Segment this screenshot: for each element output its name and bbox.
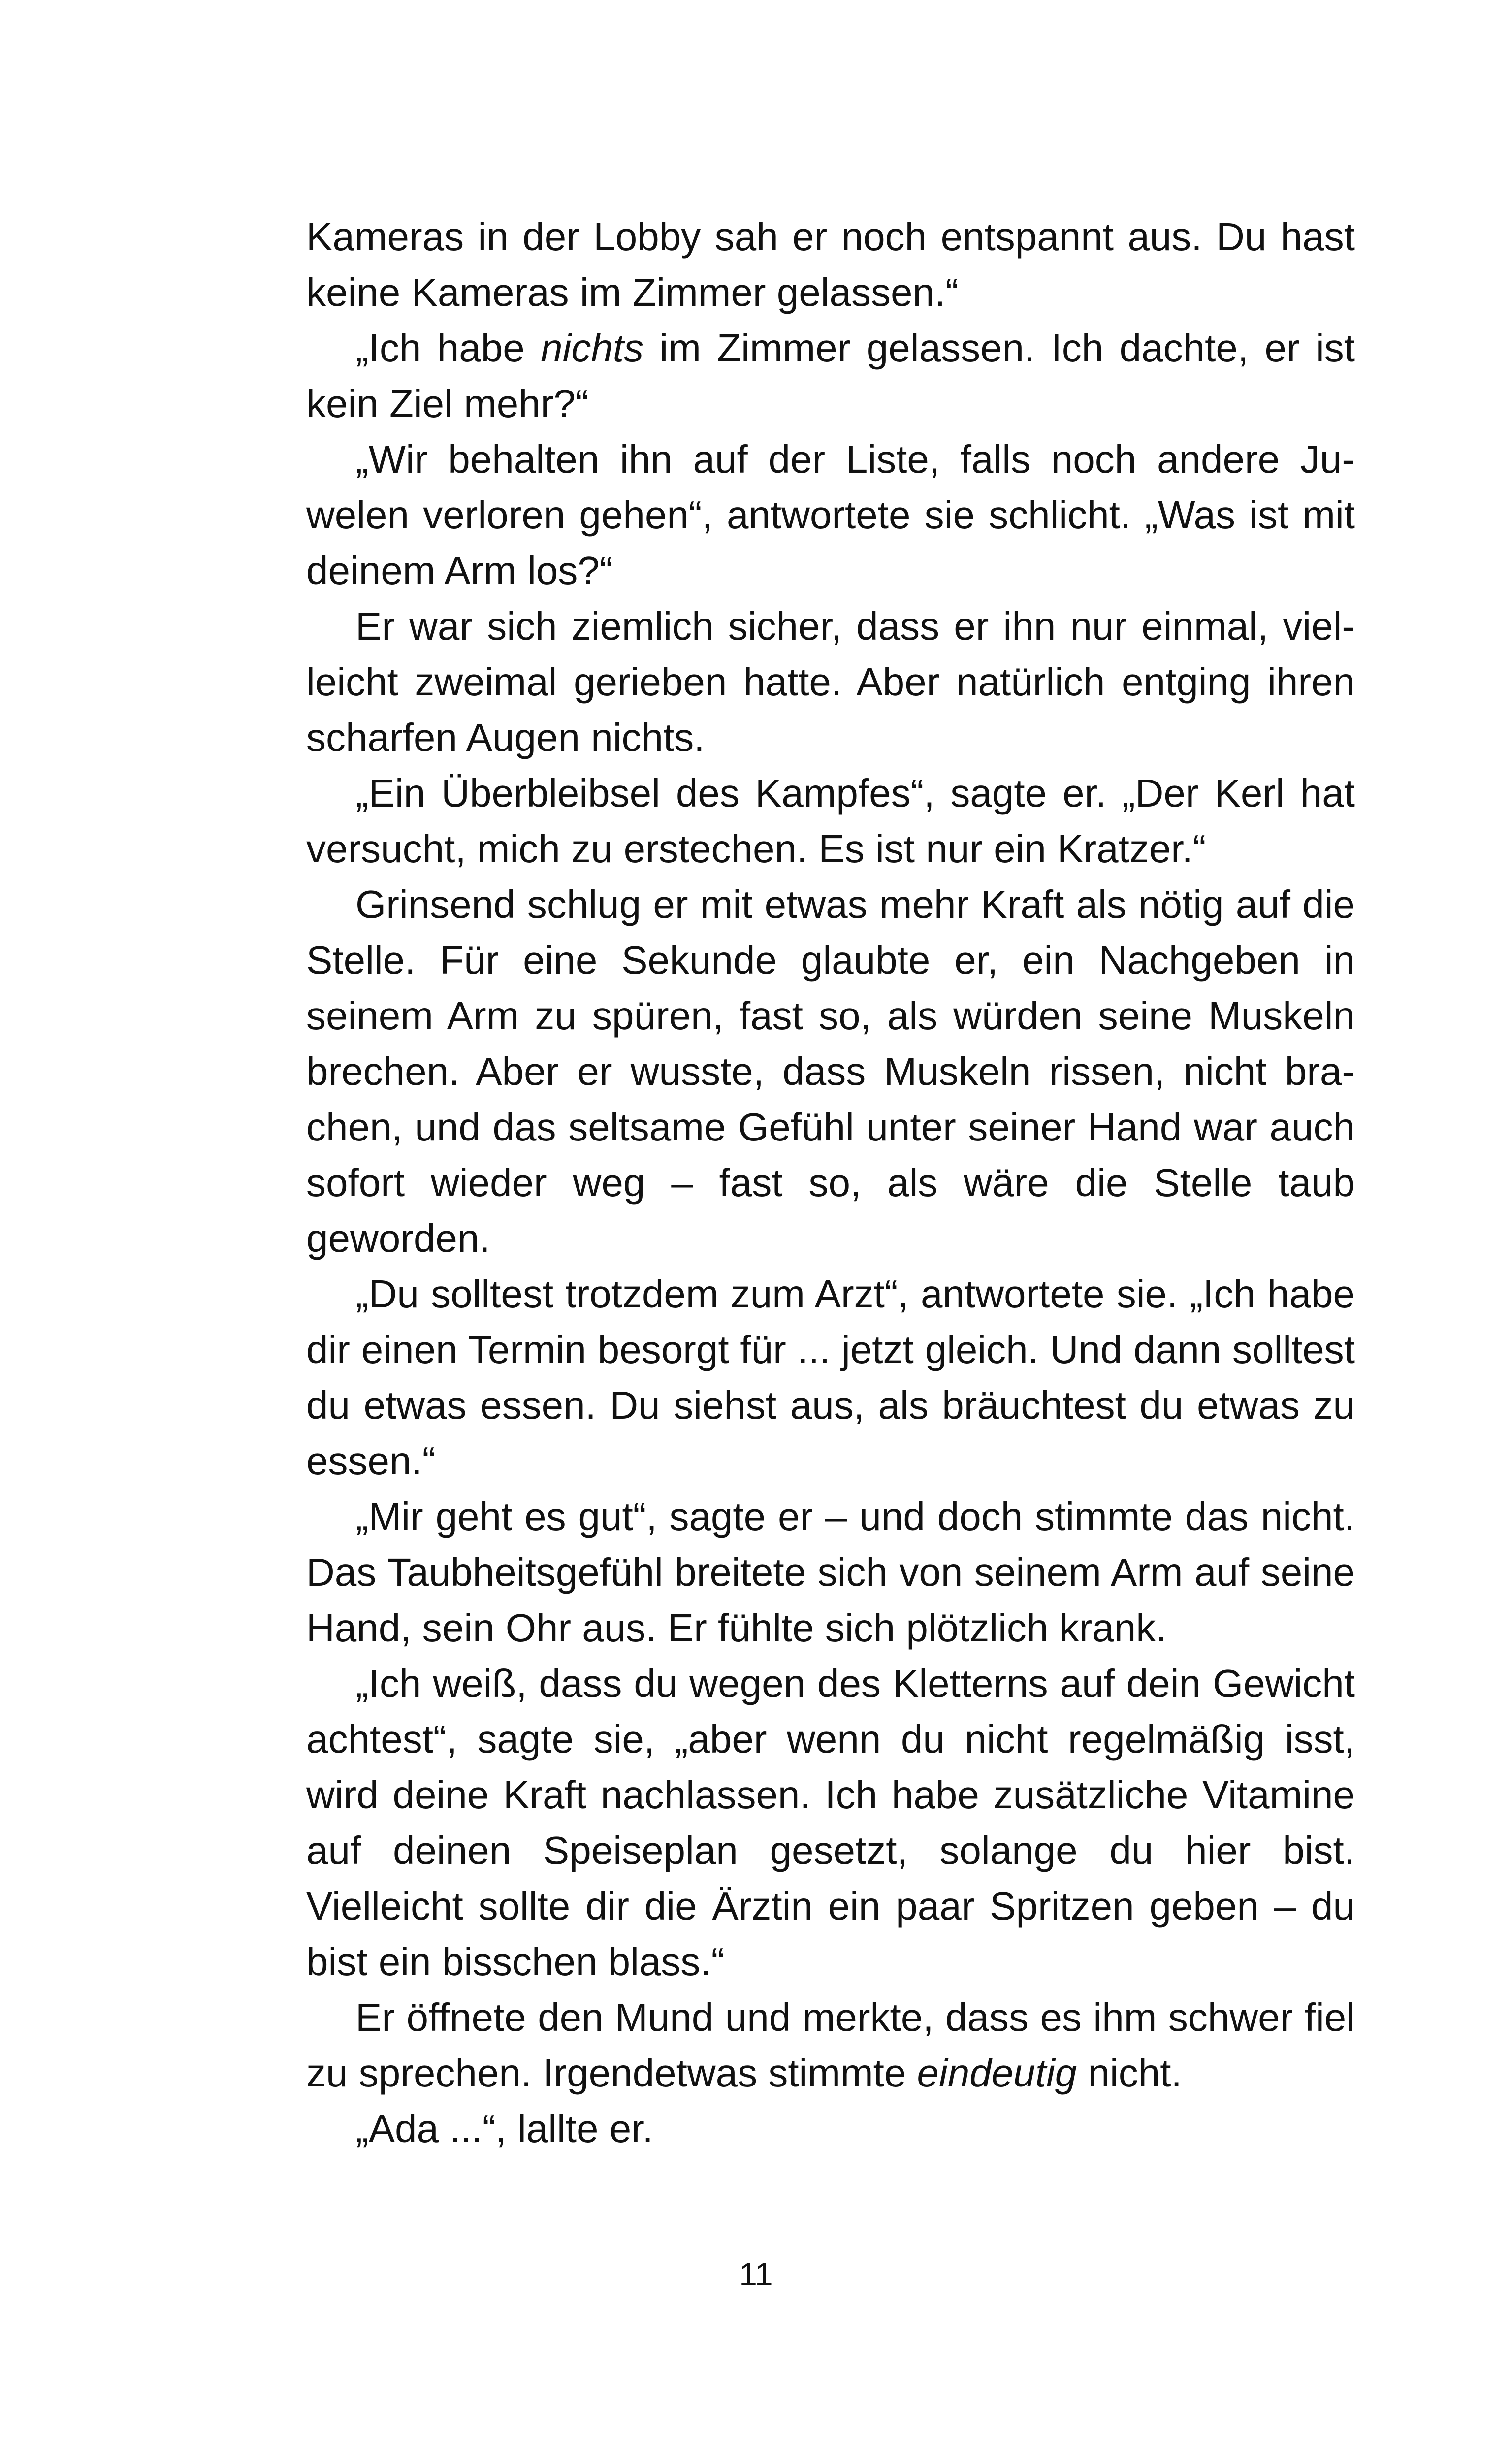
paragraph (306, 1989, 1355, 2101)
paragraph (306, 320, 1355, 431)
text-run: „Wir behalten ihn auf der Liste, falls noch andere Juwelen verloren gehen“, antwortete sie schlicht. „Was ist mit deinem Arm los?“ (306, 437, 1355, 592)
text-run: Grinsend schlug er mit etwas mehr Kraft als nötig auf die Stelle. Für eine Sekunde glaubte er, ein Nachgeben in seinem Arm zu spüren, fast so, als würden seine Muskeln brechen. Aber er wusste, dass Muskeln rissen, nicht brachen, und das seltsame Gefühl unter seiner Hand war auch sofort wieder weg – fast so, als wäre die Stelle taub geworden. (306, 882, 1355, 1260)
text-run: Er war sich ziemlich sicher, dass er ihn nur einmal, vielleicht zweimal gerieben hatte. Aber natürlich entging ihren scharfen Augen nichts. (306, 604, 1355, 759)
page-number: 11 (739, 2256, 773, 2292)
page-body-text (306, 209, 1355, 2156)
text-run: „Ich habe (355, 326, 541, 370)
text-run: „Ein Überbleibsel des Kampfes“, sagte er. „Der Kerl hat versucht, mich zu erstechen. Es ist nur ein Kratzer.“ (306, 771, 1355, 871)
paragraph (306, 765, 1355, 877)
text-run: „Mir geht es gut“, sagte er – und doch stimmte das nicht. Das Taubheitsgefühl breitete sich von seinem Arm auf seine Hand, sein Ohr aus. Er fühlte sich plötzlich krank. (306, 1495, 1355, 1650)
text-run: im Zimmer gelassen. Ich dachte, er ist kein Ziel mehr?“ (306, 326, 1355, 425)
paragraph (306, 2101, 1355, 2156)
paragraph (306, 598, 1355, 765)
italic-text: eindeutig (917, 2051, 1077, 2095)
text-run: „Ich weiß, dass du wegen des Kletterns auf dein Gewicht achtest“, sagte sie, „aber wenn du nicht regelmäßig isst, wird deine Kraft nachlassen. Ich habe zusätzliche Vitamine auf deinen Speiseplan gesetzt, solange du hier bist. Vielleicht sollte dir die Ärztin ein paar Spritzen geben – du bist ein bisschen blass.“ (306, 1661, 1355, 1984)
paragraph (306, 877, 1355, 1266)
paragraph (306, 209, 1355, 320)
paragraph (306, 1656, 1355, 1989)
text-run: „Ada ...“, lallte er. (355, 2107, 653, 2150)
text-run: „Du solltest trotzdem zum Arzt“, antwortete sie. „Ich habe dir einen Termin besorgt für ... jetzt gleich. Und dann solltest du etwas essen. Du siehst aus, als bräuchtest du etwas zu essen.“ (306, 1272, 1355, 1483)
paragraph (306, 431, 1355, 598)
text-run: Er öffnete den Mund und merkte, dass es ihm schwer fiel zu sprechen. Irgendetwas stimmte (306, 1995, 1355, 2095)
paragraph (306, 1489, 1355, 1656)
text-run: nicht. (1077, 2051, 1182, 2095)
text-run: Kameras in der Lobby sah er noch entspannt aus. Du hast keine Kameras im Zimmer gelassen.“ (306, 215, 1355, 314)
italic-text: nichts (541, 326, 644, 370)
paragraph (306, 1266, 1355, 1489)
